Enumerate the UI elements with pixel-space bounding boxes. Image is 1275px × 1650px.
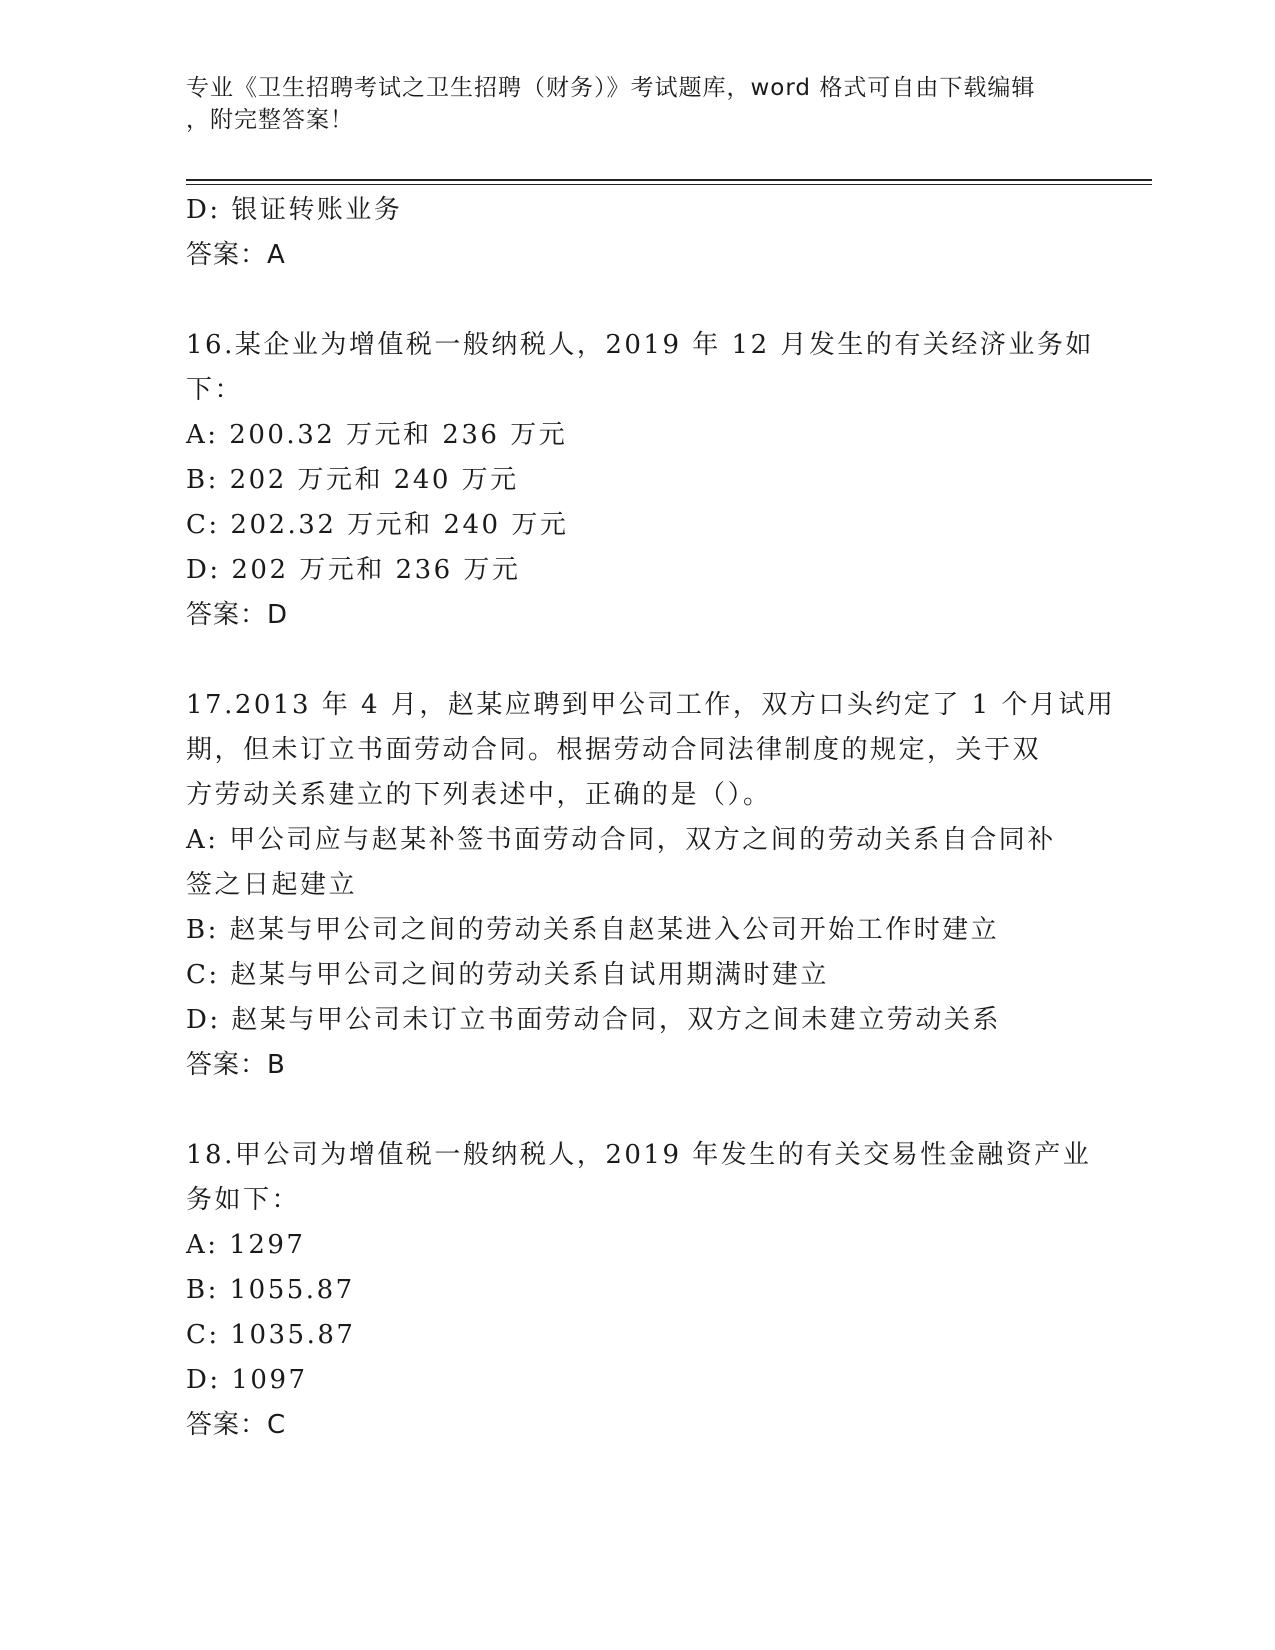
header-rule-thin bbox=[186, 184, 1152, 185]
q18-answer: 答案：C bbox=[186, 1410, 287, 1440]
q15-option-d: D: 银证转账业务 bbox=[186, 195, 403, 225]
q18-option-b: B: 1055.87 bbox=[186, 1275, 355, 1305]
q16-option-c: C: 202.32 万元和 240 万元 bbox=[186, 510, 569, 540]
question-17 bbox=[186, 683, 1116, 1088]
q16-stem-line-2: 下： bbox=[186, 375, 244, 405]
q16-answer: 答案：D bbox=[186, 600, 289, 630]
header-line-2: ，附完整答案！ bbox=[186, 107, 354, 133]
q17-option-d: D: 赵某与甲公司未订立书面劳动合同，双方之间未建立劳动关系 bbox=[186, 1005, 1001, 1035]
q17-option-a-line-2: 签之日起建立 bbox=[186, 870, 358, 900]
q15-answer: 答案：A bbox=[186, 240, 286, 270]
question-16 bbox=[186, 323, 1094, 638]
q17-stem-line-1: 17.2013 年 4 月，赵某应聘到甲公司工作，双方口头约定了 1 个月试用 bbox=[186, 690, 1116, 720]
q17-stem-line-2: 期，但未订立书面劳动合同。根据劳动合同法律制度的规定，关于双 bbox=[186, 735, 1042, 765]
q17-answer: 答案：B bbox=[186, 1050, 286, 1080]
q18-stem-line-2: 务如下： bbox=[186, 1185, 301, 1215]
q18-stem-line-1: 18.甲公司为增值税一般纳税人，2019 年发生的有关交易性金融资产业 bbox=[186, 1140, 1092, 1170]
question-18 bbox=[186, 1133, 1092, 1448]
question-content bbox=[186, 188, 1116, 1448]
q16-option-a: A: 200.32 万元和 236 万元 bbox=[186, 420, 568, 450]
q16-option-b: B: 202 万元和 240 万元 bbox=[186, 465, 519, 495]
q16-option-d: D: 202 万元和 236 万元 bbox=[186, 555, 521, 585]
question-15-tail bbox=[186, 188, 1086, 278]
header-rule-thick bbox=[186, 179, 1152, 181]
q18-option-a: A: 1297 bbox=[186, 1230, 306, 1260]
q16-stem-line-1: 16.某企业为增值税一般纳税人，2019 年 12 月发生的有关经济业务如 bbox=[186, 330, 1094, 360]
header-line-1: 专业《卫生招聘考试之卫生招聘（财务）》考试题库，word 格式可自由下载编辑 bbox=[186, 75, 1036, 101]
q17-option-c: C: 赵某与甲公司之间的劳动关系自试用期满时建立 bbox=[186, 960, 829, 990]
q17-option-a-line-1: A: 甲公司应与赵某补签书面劳动合同，双方之间的劳动关系自合同补 bbox=[186, 825, 1056, 855]
page-header bbox=[186, 72, 1066, 136]
q17-stem-line-3: 方劳动关系建立的下列表述中，正确的是（）。 bbox=[186, 780, 772, 810]
q18-option-c: C: 1035.87 bbox=[186, 1320, 356, 1350]
q18-option-d: D: 1097 bbox=[186, 1365, 308, 1395]
q17-option-b: B: 赵某与甲公司之间的劳动关系自赵某进入公司开始工作时建立 bbox=[186, 915, 1000, 945]
